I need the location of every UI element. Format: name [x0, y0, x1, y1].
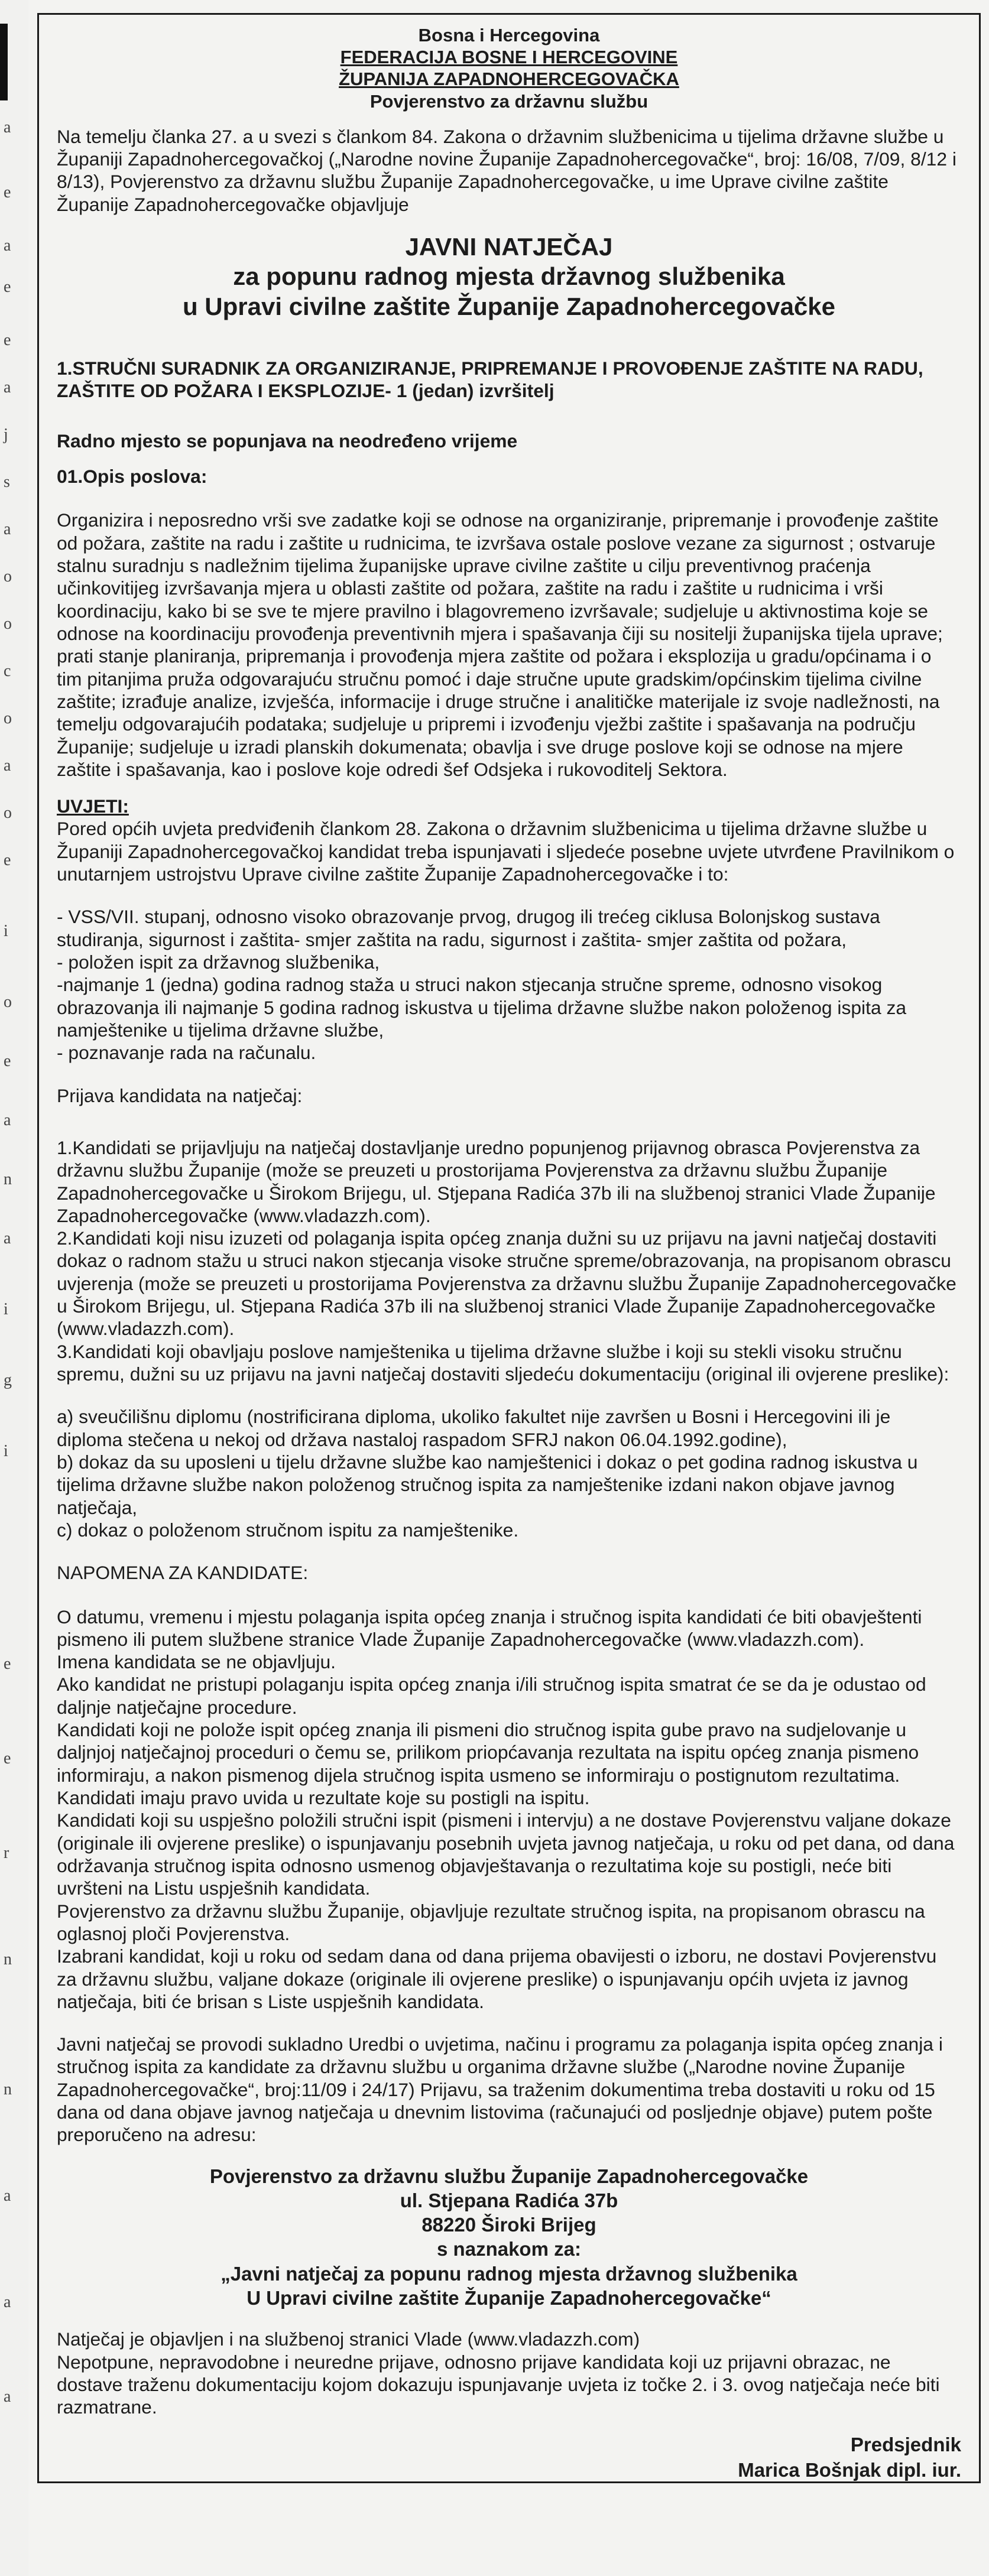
fragment-letter: i: [4, 1300, 8, 1318]
title-line-3: u Upravi civilne zaštite Županije Zapadnohercegovačke: [182, 292, 836, 320]
public-notice-ad: [37, 13, 981, 2483]
fragment-letter: i: [4, 922, 8, 940]
fragment-letter: e: [4, 1052, 11, 1070]
fragment-letter: e: [4, 1749, 11, 1768]
note-item: Izabrani kandidat, koji u roku od sedam dana od dana prijema obavijesti o izboru, ne dostavi Povjerenstvu za državnu službu, valjane dokaze (originale ili ovjerene preslike) o ispunjavanju općih uvjeta iz javnog natječaja, biti će brisan s Liste uspješnih kandidata.: [57, 1945, 937, 2012]
note-item: Povjerenstvo za državnu službu Županije, objavljuje rezultate stručnog ispita, na propisanom obrascu na oglasnoj ploči Povjerenstva.: [57, 1900, 925, 1944]
list-item: 2.Kandidati koji nisu izuzeti od polaganja ispita općeg znanja dužni su uz prijavu na javni natječaj dostaviti dokaz o radnom stažu u struci nakon stjecanja visoke stručne spreme/obrazovanja, na propisanom obrascu uvjerenja (može se preuzeti u prostorijama Povjerenstva za državnu službu Županije Zapadnohercegovačke u Širokom Brijegu, ul. Stjepana Radića 37b ili na službenoj stranici Vlade Županije Zapadnohercegovačke (www.vladazzh.com).: [57, 1227, 956, 1340]
fragment-letter: e: [4, 331, 11, 349]
postal-address: [57, 2164, 961, 2311]
conditions-heading: UVJETI:: [57, 795, 129, 817]
fragment-letter: a: [4, 118, 11, 137]
final-note: Natječaj je objavljen i na službenoj stranici Vlade (www.vladazzh.com): [57, 2328, 640, 2350]
application-heading: Prijava kandidata na natječaj:: [57, 1084, 303, 1106]
fragment-letter: o: [4, 993, 12, 1011]
fragment-letter: e: [4, 183, 11, 202]
list-item: b) dokaz da su uposleni u tijelu državne službe kao namještenici i dokaz o pet godina radnog iskustva u tijelima državne službe nakon položenog stručnog ispita za namještenike izdani nakon objave javnog natječaja,: [57, 1451, 918, 1518]
fragment-letter: o: [4, 615, 12, 633]
fragment-letter: n: [4, 2080, 12, 2099]
address-line: ul. Stjepana Radića 37b: [400, 2189, 618, 2211]
conditions-intro: Pored općih uvjeta predviđenih člankom 28. Zakona o državnim službenicima u tijelima državne službe u Županiji Zapadnohercegovačkoj kandidat treba ispunjavati i sljedeće posebne uvjete utvrđene Pravilnikom o unutarnjem ustrojstvu Uprave civilne zaštite Županije Zapadnohercegovačke i to:: [57, 818, 955, 885]
fragment-letter: a: [4, 2387, 11, 2406]
list-item: c) dokaz o položenom stručnom ispitu za namještenike.: [57, 1519, 519, 1541]
list-item: a) sveučilišnu diplomu (nostrificirana diploma, ukoliko fakultet nije završen u Bosni i Hercegovini ili je diploma stečena u nekoj od država nastaloj raspadom SFRJ nakon 06.04.1992.godine),: [57, 1406, 891, 1450]
fragment-letter: e: [4, 851, 11, 869]
fragment-letter: j: [4, 425, 8, 444]
list-item: - položen ispit za državnog službenika,: [57, 951, 380, 973]
fragment-letter: a: [4, 2293, 11, 2311]
header-country: Bosna i Hercegovina: [418, 25, 600, 46]
fragment-letter: n: [4, 1950, 12, 1968]
fragment-letter: e: [4, 1655, 11, 1673]
closing-paragraph: Javni natječaj se provodi sukladno Uredbi o uvjetima, načinu i programu za polaganja ispita općeg znanja i stručnog ispita za kandidate za državnu službu u organima državne službe („Narodne novine Županije Zapadnohercegovačke“, broj:11/09 i 24/17) Prijavu, sa traženim dokumentima treba dostaviti u roku od 15 dana od dana objave javnog natječaja u dnevnim listovima (računajući od posljednje objave) putem pošte preporučeno na adresu:: [57, 2033, 943, 2146]
note-heading: NAPOMENA ZA KANDIDATE:: [57, 1562, 309, 1584]
signatory-title: Predsjednik: [850, 2434, 961, 2456]
fragment-letter: o: [4, 567, 12, 586]
fragment-letter: a: [4, 378, 11, 397]
signatory-name: Marica Bošnjak dipl. iur.: [738, 2459, 961, 2481]
list-item: 1.Kandidati se prijavljuju na natječaj dostavljanje uredno popunjenog prijavnog obrasca Povjerenstva za državnu službu Županije (može se preuzeti u prostorijama Povjerenstva za državnu službu Županije Zapadnohercegovačke u Širokom Brijegu, ul. Stjepana Radića 37b ili na službenoj stranici Vlade Županije Zapadnohercegovačke (www.vladazzh.com).: [57, 1136, 936, 1226]
address-line: s naznakom za:: [437, 2238, 581, 2260]
fragment-letter: o: [4, 804, 12, 822]
fragment-letter: a: [4, 236, 11, 255]
fragment-letter: a: [4, 2187, 11, 2205]
final-note: Nepotpune, nepravodobne i neuredne prijave, odnosno prijave kandidata koji uz prijavni obrazac, ne dostave traženu dokumentaciju kojom dokazuju ispunjavanje uvjeta iz točke 2. i 3. ovog natječaja neće biti razmatrane.: [57, 2351, 940, 2418]
address-line: Povjerenstvo za državnu službu Županije Zapadnohercegovačke: [209, 2165, 809, 2187]
note-item: O datumu, vremenu i mjestu polaganja ispita općeg znanja i stručnog ispita kandidati će biti obavještenti pismeno ili putem službene stranice Vlade Županije Zapadnohercegovačke (www.vladazzh.com).: [57, 1606, 922, 1650]
fragment-letter: n: [4, 1170, 12, 1188]
fragment-letter: s: [4, 473, 10, 491]
note-paragraphs: [57, 1606, 961, 2013]
header-federation: FEDERACIJA BOSNE I HERCEGOVINE: [340, 47, 678, 68]
notice-title: [57, 232, 961, 321]
fragment-letter: a: [4, 520, 11, 538]
duties-paragraph: Organizira i neposredno vrši sve zadatke koji se odnose na organiziranje, pripremanje i provođenje zaštite od požara, zaštite na radu i zaštite u rudnicima, te izvršava ostale poslove vezane za sigurnost ; ostvaruje stalnu suradnju s nadležnim tijelima županijske uprave civilne zaštite u cilju preventivnog praćenja učinkovitijeg izvršavanja mjera u oblasti zaštite od požara, zaštite na radu i zaštite u rudnicima i vrši koordinaciju, kako bi se sve te mjere pravilno i blagovremeno izvršavale; sudjeluje u aktivnostima koje se odnose na koordinaciju provođenja preventivnih mjera i spašavanja čiji su nositelji županijska tijela uprave; prati stanje planiranja, pripremanja i provođenja mjera zaštite od požara i eksplozija u gradu/općinama i o tim pitanjima pruža odgovarajuću stručnu pomoć i daje stručne upute gradskim/općinskim tijelima civilne zaštite; izrađuje analize, izvješća, informacije i druge stručne i analitičke materijale iz svoje nadležnosti, na temelju odgovarajućih podataka; sudjeluje u pripremi i izvođenju vježbi zaštite i spašavanja na području Županije; sudjeluje u izradi planskih dokumenata; obavlja i sve druge poslove koji se odnose na mjere zaštite i spašavanja, kao i poslove koje odredi šef Odsjeka i rukovoditelj Sektora.: [57, 509, 943, 780]
issuer-header: [57, 24, 961, 112]
fragment-letter: a: [4, 1229, 11, 1248]
address-line: „Javni natječaj za popunu radnog mjesta državnog službenika: [221, 2262, 797, 2285]
conditions-list: [57, 905, 961, 1064]
position-title: 1.STRUČNI SURADNIK ZA ORGANIZIRANJE, PRIPREMANJE I PROVOĐENJE ZAŠTITE NA RADU, ZAŠTITE OD POŽARA I EKSPLOZIJE- 1 (jedan) izvršitelj: [57, 358, 923, 402]
signature-block: [57, 2432, 961, 2483]
fragment-letter: e: [4, 278, 11, 296]
fragment-letter: r: [4, 1844, 9, 1862]
duties-heading: 01.Opis poslova:: [57, 466, 207, 488]
fragment-letter: i: [4, 1442, 8, 1460]
fragment-letter: g: [4, 1371, 12, 1389]
indefinite-term: Radno mjesto se popunjava na neodređeno vrijeme: [57, 430, 518, 451]
fragment-letter: c: [4, 662, 11, 680]
note-item: Ako kandidat ne pristupi polaganju ispita općeg znanja i/ili stručnog ispita smatrat će se da je odustao od daljnje natječajne procedure.: [57, 1674, 926, 1718]
list-item: -najmanje 1 (jedna) godina radnog staža u struci nakon stjecanja stručne spreme, odnosno visokog obrazovanja ili najmanje 5 godina radnog iskustva u tijelima državne službe nakon položenog ispita za namještenike u tijelima državne službe,: [57, 974, 907, 1041]
application-list: [57, 1136, 961, 1385]
documents-list: [57, 1405, 961, 1541]
list-item: - VSS/VII. stupanj, odnosno visoko obrazovanje prvog, drugog ili trećeg ciklusa Bolonjskog sustava studiranja, sigurnost i zaštita- smjer zaštita na radu, sigurnost i zaštita- smjer zaštita od požara,: [57, 906, 880, 950]
note-item: Imena kandidata se ne objavljuju.: [57, 1651, 336, 1673]
adjacent-column-edge: [0, 0, 28, 2576]
note-item: Kandidati koji su uspješno položili stručni ispit (pismeni i intervju) a ne dostave Povjerenstvu valjane dokaze (originale ili ovjerene preslike) o ispunjavanju posebnih uvjeta javnog natječaja, u roku od pet dana, od dana održavanja stručnog ispita odnosno usmenog objavještavanja o rezultatima koje su postigli, neće biti uvršteni na Listu uspješnih kandidata.: [57, 1810, 955, 1899]
fragment-letter: o: [4, 709, 12, 727]
title-line-2: za popunu radnog mjesta državnog službenika: [233, 262, 785, 291]
title-line-1: JAVNI NATJEČAJ: [405, 233, 613, 261]
note-item: Kandidati koji ne polože ispit općeg znanja ili pismeni dio stručnog ispita gube pravo na sudjelovanje u daljnjoj natječajnoj proceduri o čemu se, prilikom priopćavanja rezultata na ispitu općeg znanja pismeno informiraju, a nakon pismenog dijela stručnog ispita usmeno se informiraju o postignutom rezultatima. Kandidati imaju pravo uvida u rezultate koje su postigli na ispitu.: [57, 1719, 919, 1809]
column-rule: [0, 24, 8, 100]
intro-paragraph: Na temelju članka 27. a u svezi s člankom 84. Zakona o državnim službenicima u tijelima državne službe u Županiji Zapadnohercegovačkoj („Narodne novine Županije Zapadnohercegovačke“, broj: 16/08, 7/09, 8/12 i 8/13), Povjerenstvo za državnu službu Županije Zapadnohercegovačke, u ime Uprave civilne zaštite Županije Zapadnohercegovačke objavljuje: [57, 125, 956, 215]
list-item: - poznavanje rada na računalu.: [57, 1042, 316, 1064]
list-item: 3.Kandidati koji obavljaju poslove namještenika u tijelima državne službe i koji su stekli visoku stručnu spremu, dužni su uz prijavu na javni natječaj dostaviti sljedeću dokumentaciju (original ili ovjerene preslike):: [57, 1340, 949, 1385]
header-commission: Povjerenstvo za državnu službu: [369, 90, 648, 112]
fragment-letter: a: [4, 1111, 11, 1129]
final-notes: [57, 2328, 961, 2418]
header-county: ŽUPANIJA ZAPADNOHERCEGOVAČKA: [339, 69, 679, 90]
address-line: 88220 Široki Brijeg: [421, 2214, 596, 2236]
fragment-letter: a: [4, 756, 11, 775]
address-line: U Upravi civilne zaštite Županije Zapadnohercegovačke“: [247, 2286, 771, 2309]
